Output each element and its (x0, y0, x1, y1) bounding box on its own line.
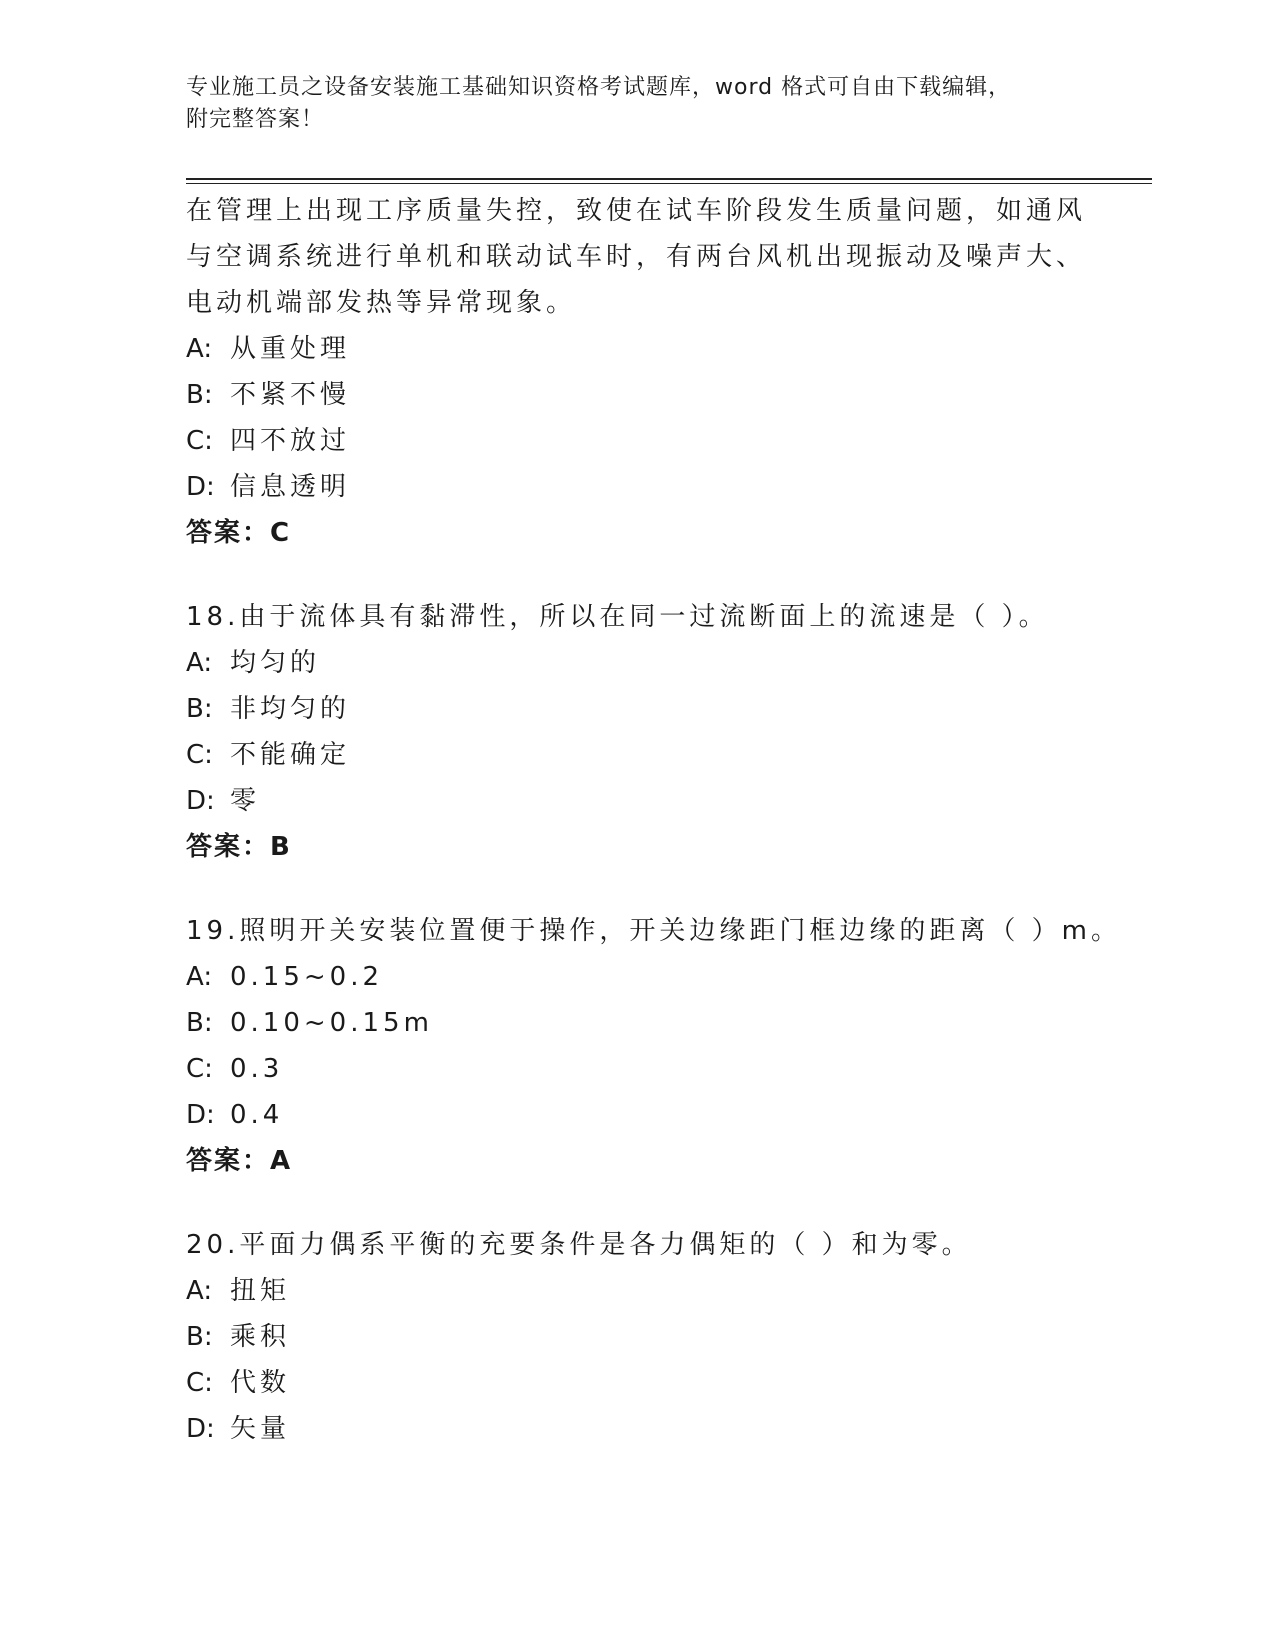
spacer (186, 1184, 1086, 1222)
spacer (186, 870, 1086, 908)
option-label: B: (186, 1322, 213, 1352)
option-text: 均匀的 (230, 648, 321, 678)
question-18-option-c (186, 732, 1086, 778)
option-label: D: (186, 1100, 215, 1130)
option-text: 信息透明 (230, 472, 351, 502)
header-divider-thick (186, 178, 1152, 180)
question-17-text-line-3: 电动机端部发热等异常现象。 (186, 288, 577, 318)
option-text: 不紧不慢 (230, 380, 351, 410)
question-20 (186, 1222, 1086, 1452)
option-label: C: (186, 740, 213, 770)
option-label: B: (186, 694, 213, 724)
option-text: 零 (230, 786, 261, 816)
spacer (186, 556, 1086, 594)
option-label: C: (186, 1054, 213, 1084)
question-19-text: 19.照明开关安装位置便于操作，开关边缘距门框边缘的距离（ ）m。 (186, 916, 1121, 946)
question-20-option-b (186, 1314, 1086, 1360)
option-text: 0.4 (230, 1100, 284, 1130)
option-text: 非均匀的 (230, 694, 351, 724)
option-label: A: (186, 334, 213, 364)
question-18-answer: 答案：B (186, 832, 292, 862)
question-17-option-b (186, 372, 1086, 418)
question-19 (186, 908, 1121, 1184)
question-20-text: 20.平面力偶系平衡的充要条件是各力偶矩的（ ）和为零。 (186, 1230, 972, 1260)
option-label: C: (186, 426, 213, 456)
question-19-option-d (186, 1092, 1086, 1138)
question-20-option-a (186, 1268, 1086, 1314)
question-17-option-a (186, 326, 1086, 372)
document-header (186, 72, 1106, 136)
question-17-option-d (186, 464, 1086, 510)
option-text: 矢量 (230, 1414, 291, 1444)
option-label: A: (186, 962, 213, 992)
question-17-option-c (186, 418, 1086, 464)
option-label: A: (186, 648, 213, 678)
option-label: C: (186, 1368, 213, 1398)
option-label: D: (186, 1414, 215, 1444)
question-17-answer: 答案：C (186, 518, 292, 548)
option-text: 扭矩 (230, 1276, 291, 1306)
option-text: 乘积 (230, 1322, 291, 1352)
option-label: D: (186, 786, 215, 816)
option-text: 0.3 (230, 1054, 284, 1084)
option-text: 不能确定 (230, 740, 351, 770)
question-19-option-c (186, 1046, 1086, 1092)
header-line-1: 专业施工员之设备安装施工基础知识资格考试题库，word 格式可自由下载编辑， (186, 75, 1012, 100)
question-18-option-b (186, 686, 1086, 732)
question-18 (186, 594, 1086, 870)
question-18-option-a (186, 640, 1086, 686)
question-19-answer: 答案：A (186, 1146, 293, 1176)
option-label: D: (186, 472, 215, 502)
option-text: 从重处理 (230, 334, 351, 364)
question-list (186, 188, 1121, 1452)
option-text: 代数 (230, 1368, 291, 1398)
question-17-text-line-1: 在管理上出现工序质量失控，致使在试车阶段发生质量问题，如通风 (186, 196, 1087, 226)
question-17-text-line-2: 与空调系统进行单机和联动试车时，有两台风机出现振动及噪声大、 (186, 242, 1087, 272)
question-20-option-c (186, 1360, 1086, 1406)
question-17 (186, 188, 1086, 556)
option-text: 0.15~0.2 (230, 962, 384, 992)
option-label: B: (186, 1008, 213, 1038)
question-20-option-d (186, 1406, 1086, 1452)
option-label: A: (186, 1276, 213, 1306)
header-line-2: 附完整答案！ (186, 107, 325, 132)
question-18-text: 18.由于流体具有黏滞性，所以在同一过流断面上的流速是（ ）。 (186, 602, 1049, 632)
option-text: 0.10~0.15m (230, 1008, 433, 1038)
header-divider-thin (186, 183, 1152, 184)
question-19-option-a (186, 954, 1086, 1000)
option-text: 四不放过 (230, 426, 351, 456)
question-19-option-b (186, 1000, 1086, 1046)
question-18-option-d (186, 778, 1086, 824)
option-label: B: (186, 380, 213, 410)
